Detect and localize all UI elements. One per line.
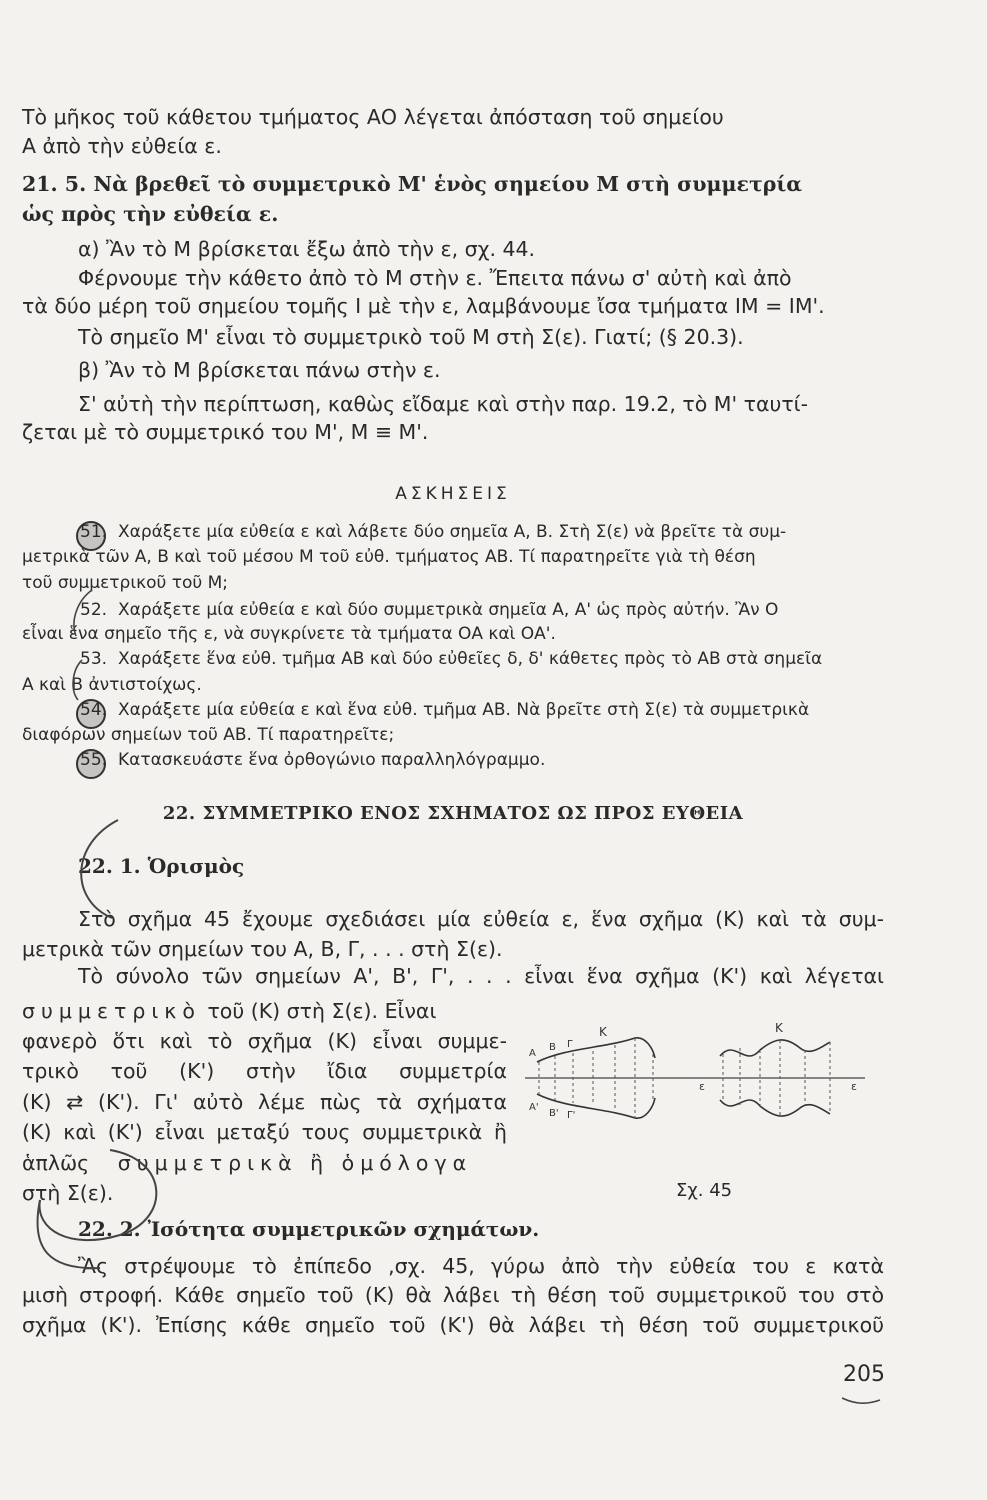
- definition-line: (Κ) καὶ (Κ') εἶναι μεταξύ τους συμμετρικὰ ἢ: [22, 1120, 507, 1144]
- exercise-53-line: Α καὶ Β ἀντιστοίχως.: [22, 675, 202, 695]
- definition-line: φανερὸ ὅτι καὶ τὸ σχῆμα (Κ) εἶναι συμμε-: [22, 1029, 507, 1053]
- paragraph-line: ζεται μὲ τὸ συμμετρικό του Μ', Μ ≡ Μ'.: [22, 420, 429, 444]
- exercise-53-line: Χαράξετε ἕνα εὐθ. τμῆμα ΑΒ καὶ δύο εὐθεῖες δ, δ' κάθετες πρὸς τὸ ΑΒ στὰ σημεῖα: [118, 649, 823, 669]
- section-22-heading: 22. ΣΥΜΜΕΤΡΙΚΟ ΕΝΟΣ ΣΧΗΜΑΤΟΣ ΩΣ ΠΡΟΣ ΕΥΘΕΙΑ: [162, 803, 744, 824]
- exercise-number: 53.: [80, 649, 108, 669]
- paragraph-line: τὰ δύο μέρη τοῦ σημείου τομῆς Ι μὲ τὴν ε, λαμβάνουμε ἴσα τμήματα ΙΜ = ΙΜ'.: [22, 294, 825, 318]
- pen-underline-mark: [842, 1398, 880, 1403]
- exercise-52-line: εἶναι ἕνα σημεῖο τῆς ε, νὰ συγκρίνετε τὰ τμήματα ΟΑ καὶ ΟΑ'.: [22, 624, 556, 644]
- definition-line: στὴ Σ(ε).: [22, 1181, 114, 1205]
- page-number: 205: [843, 1362, 885, 1387]
- exercise-51-line: τοῦ συμμετρικοῦ τοῦ Μ;: [22, 573, 229, 593]
- definition-text: ἁπλῶς: [22, 1151, 90, 1175]
- exercise-51-line: μετρικὰ τῶν Α, Β καὶ τοῦ μέσου Μ τοῦ εὐθ. τμήματος ΑΒ. Τί παρατηρεῖτε γιὰ τὴ θέση: [22, 547, 756, 567]
- pen-line-mark: [74, 590, 92, 636]
- exercise-51-line: Χαράξετε μία εὐθεία ε καὶ λάβετε δύο σημεῖα Α, Β. Στὴ Σ(ε) νὰ βρεῖτε τὰ συμ-: [118, 522, 787, 542]
- label-a-prime: Α': [529, 1102, 539, 1113]
- section-22-2-title: 22. 2. Ἰσότητα συμμετρικῶν σχημάτων.: [78, 1217, 540, 1241]
- section-22-1-title: 22. 1. Ὁρισμὸς: [78, 854, 245, 878]
- label-k-right: Κ: [775, 1021, 783, 1035]
- exercise-number: 52.: [80, 600, 108, 620]
- figure-caption: Σχ. 45: [676, 1180, 733, 1201]
- pen-curve-mark: [38, 1200, 101, 1268]
- definition-line: (Κ) ⇄ (Κ'). Γι' αὐτὸ λέμε πὼς τὰ σχήματα: [22, 1090, 507, 1114]
- exercises-heading: ΑΣΚΗΣΕΙΣ: [395, 484, 511, 504]
- intro-line-1: Τὸ μῆκος τοῦ κάθετου τμήματος ΑΟ λέγεται ἀπόσταση τοῦ σημείου: [22, 105, 724, 129]
- pen-curve-mark: [40, 1150, 157, 1240]
- label-e: ε: [699, 1080, 705, 1093]
- paragraph-line: Σ' αὐτὴ τὴν περίπτωση, καθὼς εἴδαμε καὶ στὴν παρ. 19.2, τὸ Μ' ταυτί-: [78, 392, 808, 416]
- definition-line: Τὸ σύνολο τῶν σημείων Α', Β', Γ', . . . εἶναι ἕνα σχῆμα (Κ') καὶ λέγεται: [78, 964, 884, 988]
- intro-line-2: Α ἀπὸ τὴν εὐθεία ε.: [22, 134, 222, 158]
- exercise-52-line: Χαράξετε μία εὐθεία ε καὶ δύο συμμετρικὰ σημεῖα Α, Α' ὡς πρὸς αὐτήν. Ἂν Ο: [118, 600, 779, 620]
- definition-line: τρικὸ τοῦ (Κ') στὴν ἴδια συμμετρία: [22, 1059, 507, 1083]
- paragraph-line: σχῆμα (Κ'). Ἐπίσης κάθε σημεῖο τοῦ (Κ') θὰ λάβει τὴ θέση τοῦ συμμετρικοῦ: [22, 1313, 884, 1337]
- paragraph-line: μισὴ στροφή. Κάθε σημεῖο τοῦ (Κ) θὰ λάβει τὴ θέση τοῦ συμμετρικοῦ του στὸ: [22, 1283, 884, 1307]
- term-symmetric-or-homologous: συμμετρικὰ ἢ ὁμόλογα: [117, 1151, 473, 1175]
- exercise-55-line: Κατασκευάστε ἕνα ὀρθογώνιο παραλληλόγραμμο.: [118, 750, 546, 770]
- paragraph-line: Ἂς στρέψουμε τὸ ἐπίπεδο ,σχ. 45, γύρω ἀπὸ τὴν εὐθεία του ε κατὰ: [78, 1254, 884, 1278]
- paragraph-line: Τὸ σημεῖο Μ' εἶναι τὸ συμμετρικὸ τοῦ Μ στὴ Σ(ε). Γιατί; (§ 20.3).: [78, 325, 744, 349]
- label-b: Β: [549, 1042, 556, 1053]
- exercise-number: 55.: [80, 750, 108, 770]
- label-g: Γ: [567, 1039, 573, 1050]
- exercise-number: 51.: [80, 522, 108, 542]
- case-b: β) Ἂν τὸ Μ βρίσκεται πάνω στὴν ε.: [78, 358, 441, 382]
- section-21-5-title: 21. 5. Νὰ βρεθεῖ τὸ συμμετρικὸ Μ' ἑνὸς σημείου Μ στὴ συμμετρία: [22, 172, 803, 196]
- exercise-54-line: διαφόρων σημείων τοῦ ΑΒ. Τί παρατηρεῖτε;: [22, 725, 395, 745]
- label-b-prime: Β': [549, 1108, 559, 1119]
- definition-text: τοῦ (Κ) στὴ Σ(ε). Εἶναι: [207, 999, 437, 1023]
- label-g-prime: Γ': [567, 1110, 576, 1121]
- case-a: α) Ἂν τὸ Μ βρίσκεται ἔξω ἀπὸ τὴν ε, σχ. 44.: [78, 237, 536, 261]
- exercise-number: 54.: [80, 700, 108, 720]
- label-k: Κ: [599, 1025, 607, 1039]
- label-e-right: ε: [851, 1080, 857, 1093]
- pen-bracket-mark: [81, 820, 118, 918]
- pen-line-mark: [73, 660, 82, 700]
- paragraph-line: Φέρνουμε τὴν κάθετο ἀπὸ τὸ Μ στὴν ε. Ἔπειτα πάνω σ' αὐτὴ καὶ ἀπὸ: [78, 266, 792, 290]
- exercise-54-line: Χαράξετε μία εὐθεία ε καὶ ἕνα εὐθ. τμῆμα ΑΒ. Νὰ βρεῖτε στὴ Σ(ε) τὰ συμμετρικὰ: [118, 700, 810, 720]
- label-a: Α: [529, 1048, 536, 1059]
- section-21-5-title-cont: ὡς πρὸς τὴν εὐθεία ε.: [22, 202, 279, 226]
- term-symmetric: συμμετρικὸ: [22, 999, 201, 1023]
- definition-line: Στὸ σχῆμα 45 ἔχουμε σχεδιάσει μία εὐθεία ε, ἕνα σχῆμα (Κ) καὶ τὰ συμ-: [78, 907, 884, 931]
- definition-line: μετρικὰ τῶν σημείων του Α, Β, Γ, . . . στὴ Σ(ε).: [22, 937, 503, 961]
